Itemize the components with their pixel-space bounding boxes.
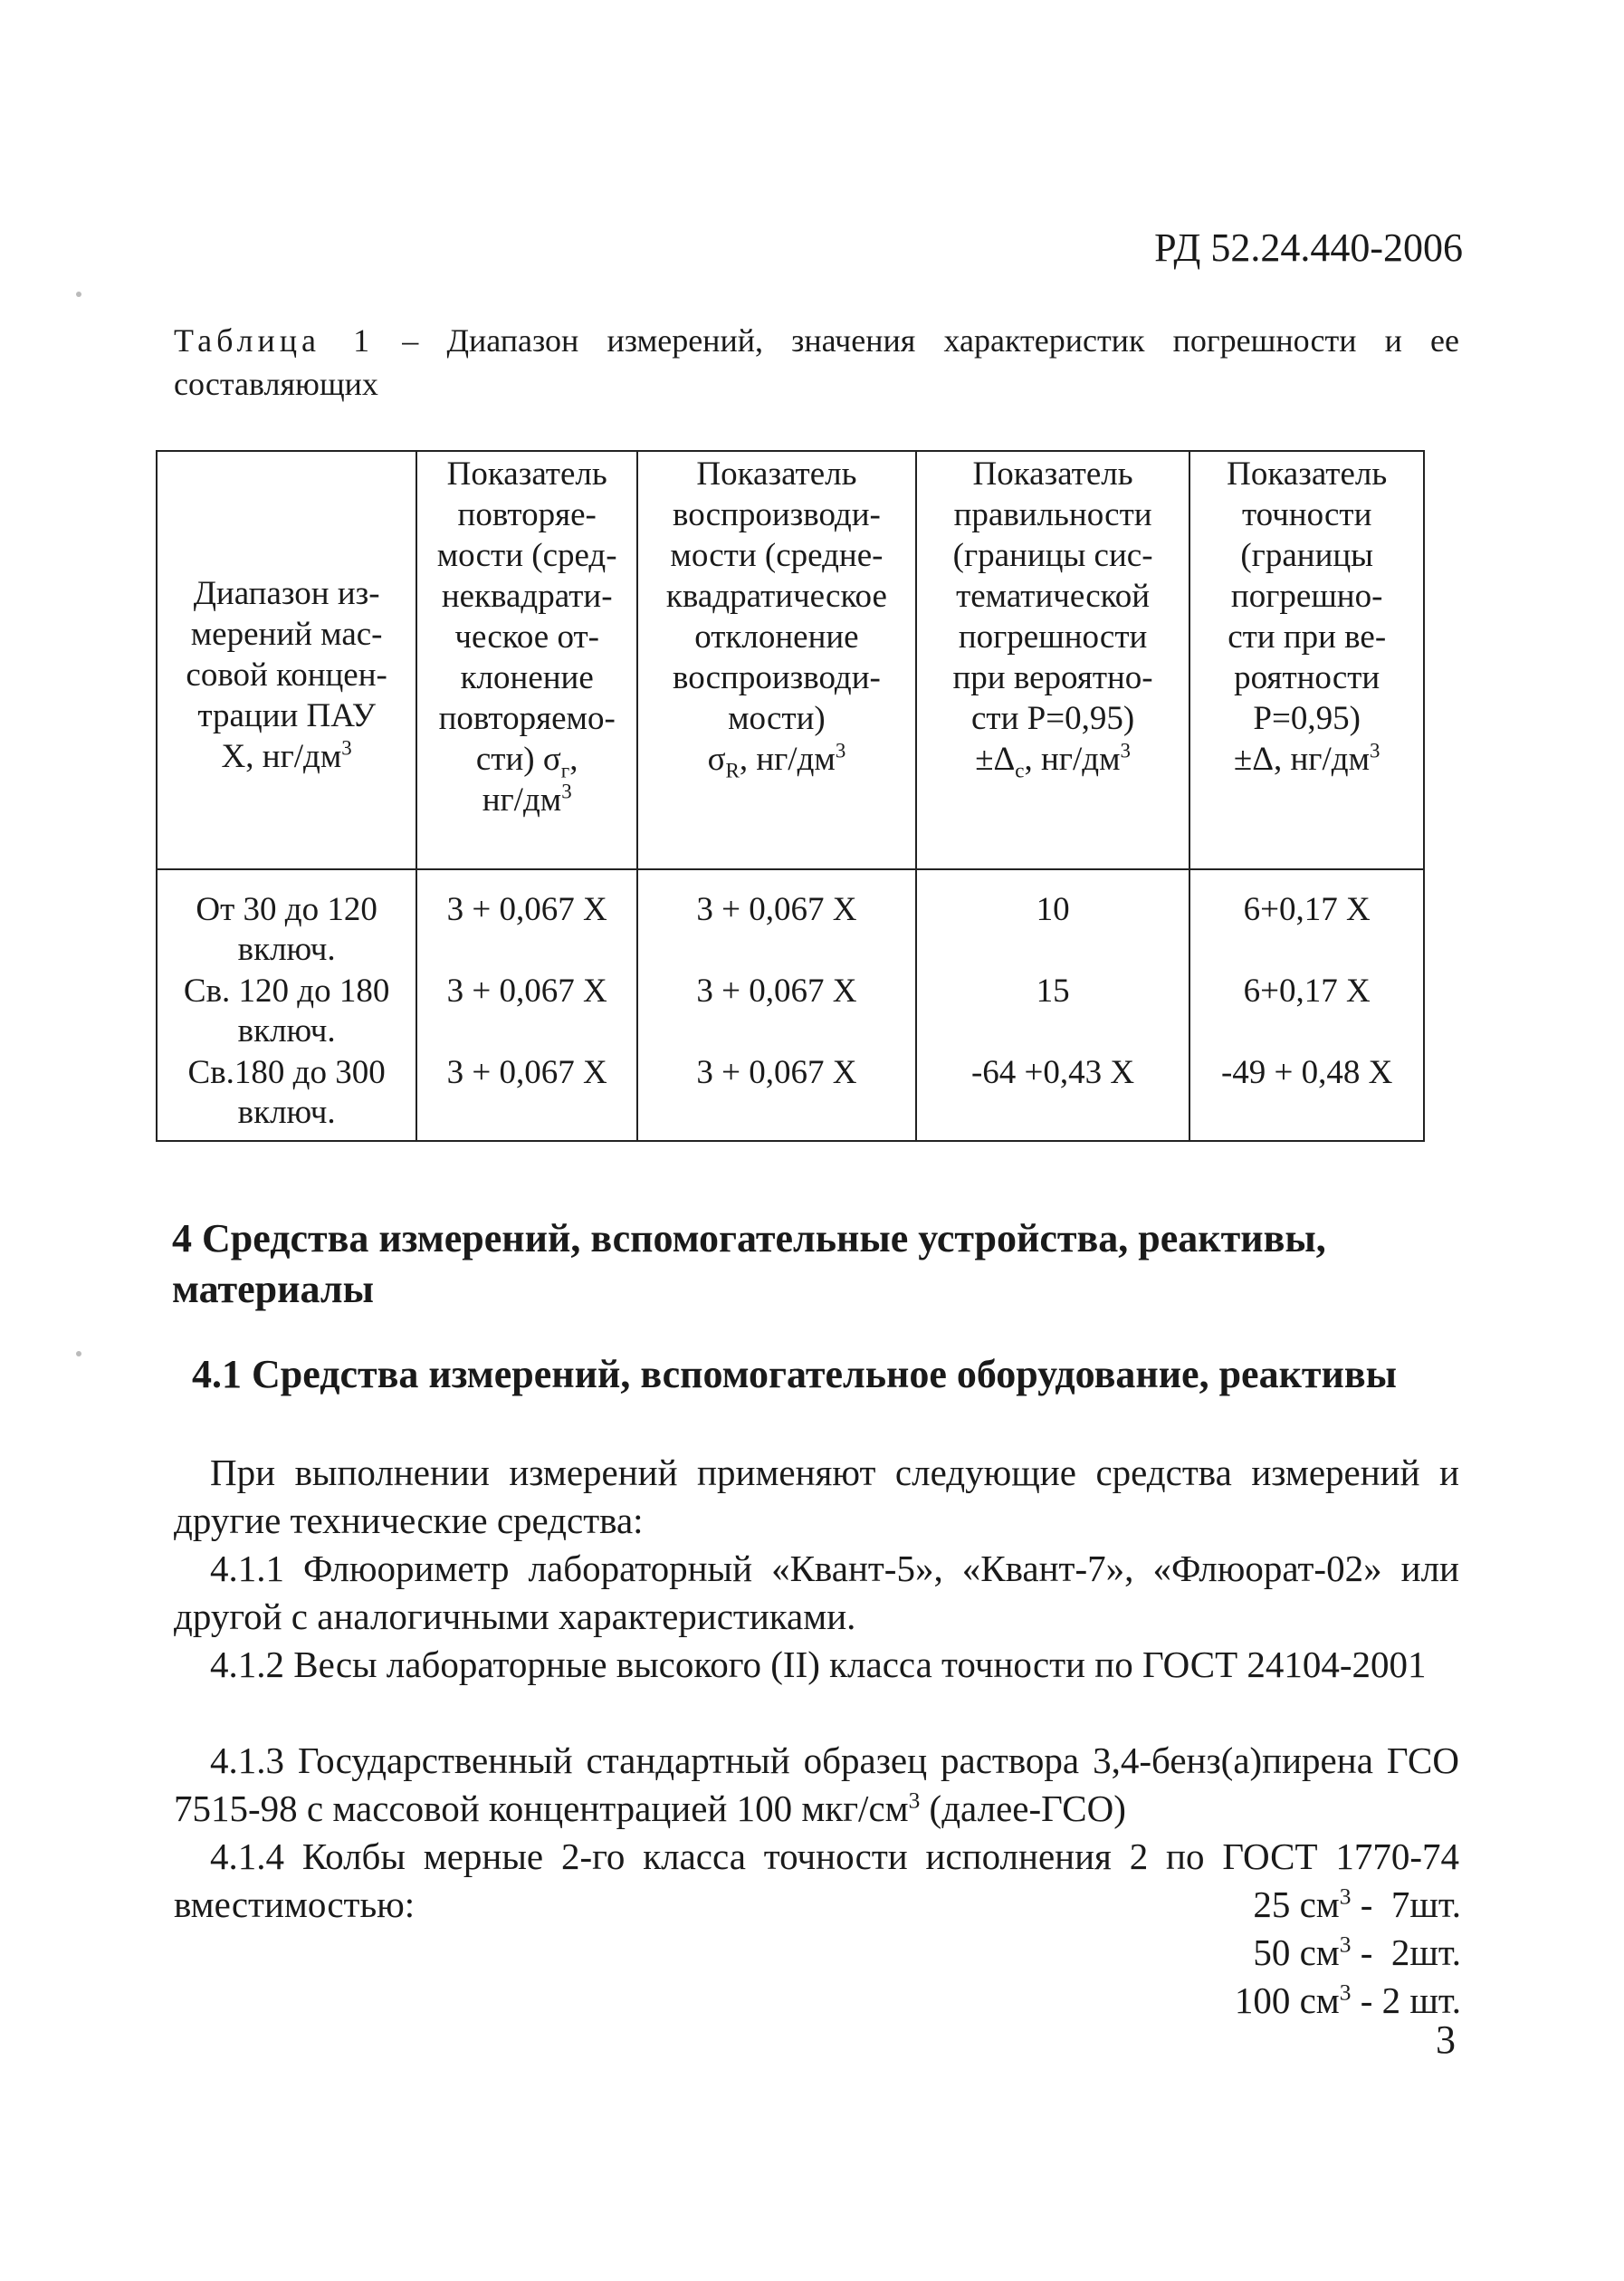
- cell-accuracy: 6+0,17 Х: [1189, 869, 1424, 972]
- cell-reproducibility: 3 + 0,067 Х: [637, 972, 916, 1053]
- cell-accuracy: -49 + 0,48 Х: [1189, 1053, 1424, 1141]
- scan-speck: [76, 1351, 81, 1356]
- cell-range: Св. 120 до 180 включ.: [157, 972, 416, 1053]
- cell-correctness: -64 +0,43 Х: [916, 1053, 1190, 1141]
- table-row: [157, 1053, 1424, 1141]
- cell-correctness: 15: [916, 972, 1190, 1053]
- section-heading-4: 4 Средства измерений, вспомогательные устройства, реактивы, материалы: [172, 1216, 1326, 1311]
- header-correctness: Показатель правильности (границы сис- тематической погрешности при вероятно- сти Р=0,95) $\pm\Delta_с$, $нг/дм^3$: [916, 451, 1190, 869]
- header-range: Диапазон из- мерений мас- совой концен- трации ПАУ Х, $нг/дм^3$: [157, 451, 416, 869]
- cell-repeatability: 3 + 0,067 Х: [416, 972, 637, 1053]
- table-header-row: [157, 451, 1424, 869]
- flask-line: 100 $см^3 - 2$ шт.: [1234, 1979, 1461, 2021]
- paragraph-4-1-3: 4.1.3 Государственный стандартный образец раствора 3,4-бенз(а)пирена ГСО 7515-98 с массовой концентрацией 100 мкг/$см^3$ (далее-ГСО): [174, 1740, 1459, 1829]
- table-row: [157, 972, 1424, 1053]
- scan-speck: [76, 292, 81, 297]
- paragraph-4-1-2: 4.1.2 Весы лабораторные высокого (II) класса точности по ГОСТ 24104-2001: [210, 1644, 1427, 1685]
- cell-repeatability: 3 + 0,067 Х: [416, 1053, 637, 1141]
- cell-reproducibility: 3 + 0,067 Х: [637, 869, 916, 972]
- table-caption-text: – Диапазон измерений, значения характеристик погрешности и ее составляющих: [174, 322, 1460, 402]
- page-number: 3: [1436, 2017, 1456, 2062]
- table-row: [157, 869, 1424, 972]
- flask-line: 50 $см^3 - 2шт$.: [1253, 1931, 1461, 1973]
- table-caption-label: Таблица 1: [174, 322, 375, 359]
- data-table: [156, 450, 1425, 1142]
- header-repeatability: Показатель повторяе- мости (сред- неквадрати- ческое от- клонение повторяемо- сти) $\sigma_г$, $нг/дм^3$: [416, 451, 637, 869]
- cell-range: От 30 до 120 включ.: [157, 869, 416, 972]
- paragraph-4-1-1: 4.1.1 Флюориметр лабораторный «Квант-5», «Квант-7», «Флюорат-02» или другой с аналогичными характеристиками.: [174, 1548, 1459, 1637]
- cell-correctness: 10: [916, 869, 1190, 972]
- cell-repeatability: 3 + 0,067 Х: [416, 869, 637, 972]
- table-caption: [174, 319, 1459, 406]
- paragraph-4-1-4: 4.1.4 Колбы мерные 2-го класса точности исполнения 2 по ГОСТ 1770-74 вместимостью:: [174, 1835, 1459, 1925]
- cell-range: Св.180 до 300 включ.: [157, 1053, 416, 1141]
- header-reproducibility: Показатель воспроизводи- мости (средне- квадратическое отклонение воспроизводи- мости) $\sigma_R$, $нг/дм^3$: [637, 451, 916, 869]
- header-accuracy: Показатель точности (границы погрешно- сти при ве- роятности Р=0,95) ±Δ, $нг/дм^3$: [1189, 451, 1424, 869]
- document-code: РД 52.24.440-2006: [1154, 225, 1463, 270]
- section-heading-4-1: 4.1 Средства измерений, вспомогательное оборудование, реактивы: [192, 1352, 1397, 1396]
- cell-reproducibility: 3 + 0,067 Х: [637, 1053, 916, 1141]
- flask-line: 25 $см^3 - 7шт$.: [1253, 1883, 1461, 1925]
- paragraph-intro: При выполнении измерений применяют следующие средства измерений и другие технические средства:: [174, 1452, 1459, 1541]
- cell-accuracy: 6+0,17 Х: [1189, 972, 1424, 1053]
